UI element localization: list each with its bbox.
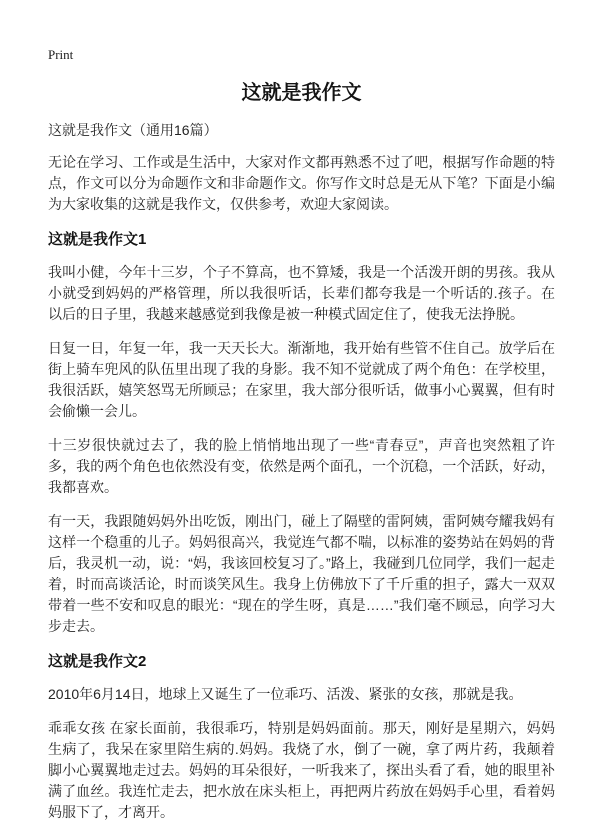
print-link[interactable]: Print: [48, 47, 74, 62]
essay-2-paragraph: 乖乖女孩 在家长面前，我很乖巧，特别是妈妈面前。那天，刚好是星期六，妈妈生病了，我呆在家里陪生病的.妈妈。我烧了水，倒了一碗，拿了两片药，我颠着脚小心翼翼地走过去。妈妈的耳朵很好，一听我来了，探出头看了看，她的眼里补满了血丝。我连忙走去，把水放在床头柜上，再把两片药放在妈妈手心里，看着妈妈服下了，才离开。: [48, 720, 555, 820]
essay-2-paragraph: 2010年6月14日，地球上又诞生了一位乖巧、活泼、紧张的女孩，那就是我。: [48, 686, 523, 702]
essay-1-paragraph: 有一天，我跟随妈妈外出吃饭，刚出门，碰上了隔壁的雷阿姨，雷阿姨夸耀我妈有这样一个稳重的儿子。妈妈很高兴，我觉连气都不喘，以标准的姿势站在妈妈的背后，我灵机一动，说：“妈，我该回校复习了。”路上，我碰到几位同学，我们一起走着，时而高谈活论，时而谈笑风生。我身上仿佛放下了千斤重的担子，露大一双双带着一些不安和叹息的眼光：“现在的学生呀，真是……”我们毫不顾忌，向学习大步走去。: [48, 513, 555, 634]
section-heading-essay-2: 这就是我作文2: [48, 653, 147, 670]
essay-1-paragraph: 我叫小健，今年十三岁，个子不算高，也不算矮，我是一个活泼开朗的男孩。我从小就受到妈妈的严格管理，所以我很听话，长辈们都夸我是一个听话的.孩子。在以后的日子里，我越来越感觉到我像是被一种模式固定住了，使我无法挣脱。: [48, 264, 555, 322]
essay-1-paragraph: 日复一日，年复一年，我一天天长大。渐渐地，我开始有些管不住自己。放学后在街上骑车兜风的队伍里出现了我的身影。我不知不觉就成了两个角色：在学校里，我很活跃，嬉笑怒骂无所顾忌；在家里，我大部分很听话，做事小心翼翼，但有时会偷懒一会儿。: [48, 340, 555, 419]
page-title: 这就是我作文: [241, 82, 362, 104]
section-heading-essay-1: 这就是我作文1: [48, 231, 147, 248]
intro-paragraph: 无论在学习、工作或是生活中，大家对作文都再熟悉不过了吧，根据写作命题的特点，作文可以分为命题作文和非命题作文。你写作文时总是无从下笔？下面是小编为大家收集的这就是我作文，仅供参考，欢迎大家阅读。: [48, 154, 555, 212]
essay-1-paragraph: 十三岁很快就过去了，我的脸上悄悄地出现了一些“青春豆”，声音也突然粗了许多，我的两个角色也依然没有变，依然是两个面孔，一个沉稳，一个活跃，好动，我都喜欢。: [48, 437, 555, 495]
document-subtitle: 这就是我作文（通用16篇）: [48, 122, 218, 138]
